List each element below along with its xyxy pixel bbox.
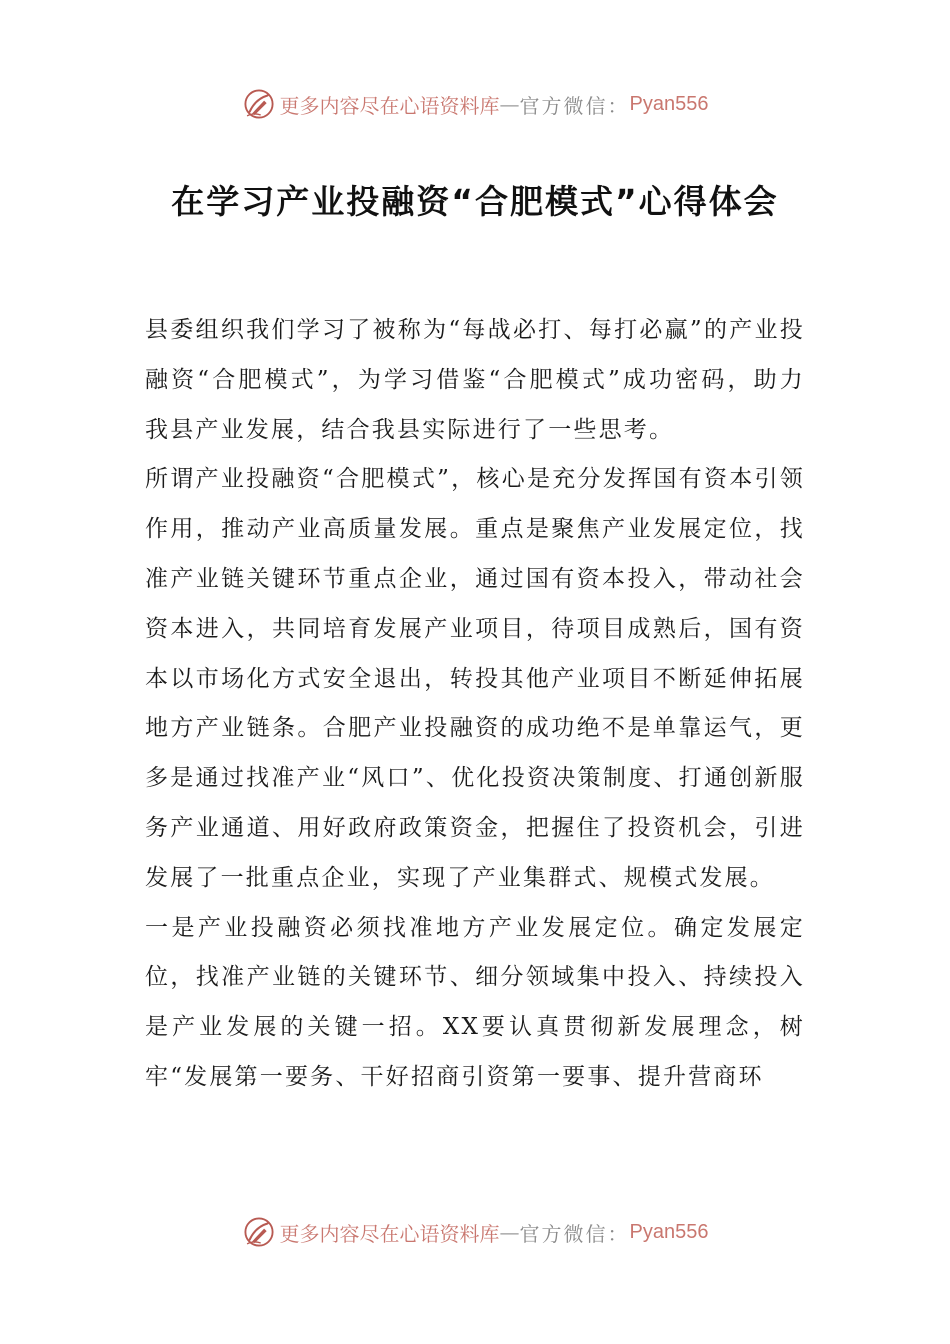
paragraph-1: 县委组织我们学习了被称为“每战必打、每打必赢”的产业投融资“合肥模式”，为学习借鉴“合肥模式”成功密码，助力我县产业发展，结合我县实际进行了一些思考。 — [145, 317, 805, 443]
banner-wechat-label: 官方微信： — [519, 93, 630, 118]
banner-brand-text: 更多内容尽在心语资料库 — [279, 1221, 500, 1246]
footer-banner — [0, 1212, 950, 1252]
header-banner — [0, 84, 950, 124]
document-body — [145, 306, 805, 1103]
paragraph-2: 所谓产业投融资“合肥模式”，核心是充分发挥国有资本引领作用，推动产业高质量发展。重点是聚焦产业发展定位，找准产业链关键环节重点企业，通过国有资本投入，带动社会资本进入，共同培育发展产业项目，待项目成熟后，国有资本以市场化方式安全退出，转投其他产业项目不断延伸拓展地方产业链条。合肥产业投融资的成功绝不是单靠运气，更多是通过找准产业“风口”、优化投资决策制度、打通创新服务产业通道、用好政府政策资金，把握住了投资机会，引进发展了一批重点企业，实现了产业集群式、规模式发展。 — [145, 466, 805, 891]
banner-separator: — — [499, 1220, 520, 1244]
banner-wechat-id: Pyan556 — [629, 92, 709, 115]
banner-separator: — — [499, 92, 520, 116]
banner-brand-text: 更多内容尽在心语资料库 — [279, 93, 500, 118]
pen-logo-icon — [242, 87, 276, 121]
document-title: 在学习产业投融资“合肥模式”心得体会 — [171, 182, 779, 221]
banner-wechat-id: Pyan556 — [629, 1220, 709, 1243]
banner-wechat-label: 官方微信： — [519, 1221, 630, 1246]
pen-logo-icon — [242, 1215, 276, 1249]
paragraph-3: 一是产业投融资必须找准地方产业发展定位。确定发展定位，找准产业链的关键环节、细分领域集中投入、持续投入是产业发展的关键一招。XX要认真贯彻新发展理念，树牢“发展第一要务、干好招商引资第一要事、提升营商环 — [145, 914, 805, 1090]
